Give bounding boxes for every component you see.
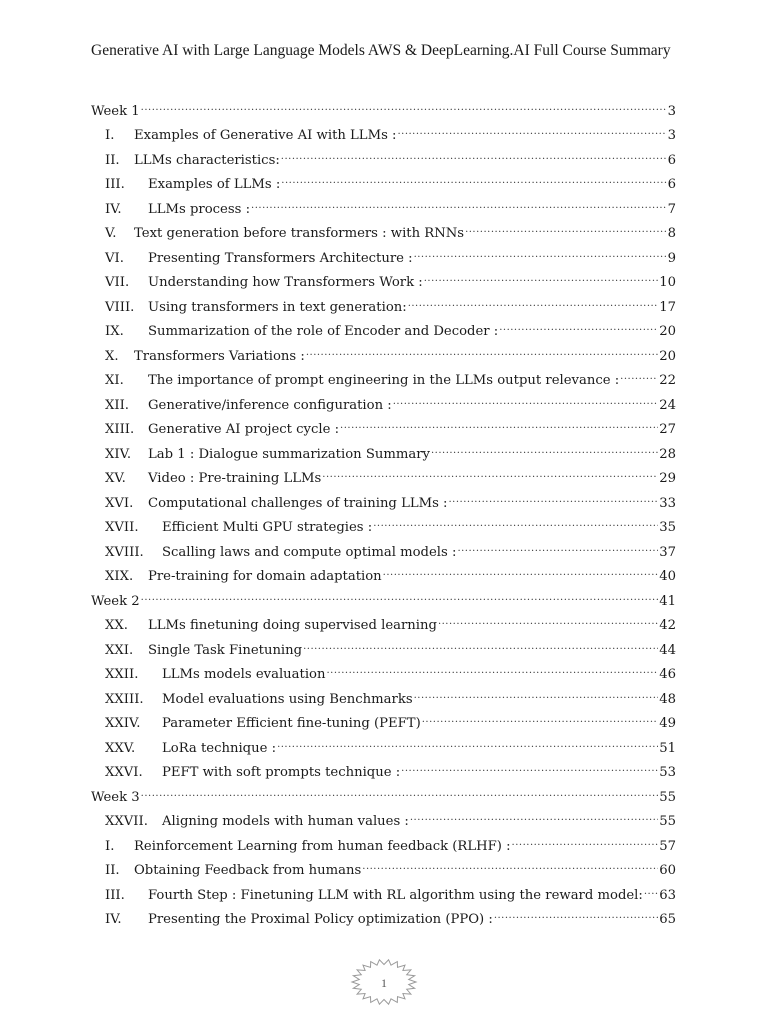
toc-entry[interactable]	[91, 115, 676, 143]
toc-dot-leader	[397, 115, 666, 140]
toc-entry-page: 57	[659, 838, 676, 854]
toc-dot-leader	[322, 458, 658, 483]
toc-entry-number: XV.	[105, 471, 126, 486]
toc-entry-page: 63	[659, 887, 676, 903]
toc-entry-page: 48	[659, 691, 676, 707]
toc-entry-page: 65	[659, 912, 676, 927]
toc-entry-title: Week 1	[91, 103, 140, 119]
toc-entry-title: Pre-training for domain adaptation	[148, 569, 382, 584]
toc-entry-page: 20	[659, 324, 676, 339]
toc-entry-page: 40	[659, 569, 676, 584]
toc-entry-page: 41	[659, 593, 676, 609]
toc-entry-number: II.	[105, 863, 120, 878]
toc-entry-number: XXII.	[105, 667, 139, 682]
toc-dot-leader	[303, 629, 658, 654]
toc-entry-number: I.	[105, 838, 115, 854]
table-of-contents	[91, 90, 676, 927]
toc-dot-leader	[141, 90, 667, 115]
toc-entry-number: XXV.	[105, 740, 136, 756]
toc-entry-title: Reinforcement Learning from human feedback (RLHF) :	[134, 838, 511, 854]
toc-entry-title: Fourth Step : Finetuning LLM with RL algorithm using the reward model:	[148, 887, 643, 903]
toc-dot-leader	[414, 678, 659, 703]
toc-entry-number: XVII.	[105, 520, 139, 535]
toc-entry-title: Generative AI project cycle :	[148, 422, 340, 437]
toc-entry-number: I.	[105, 128, 115, 143]
toc-entry[interactable]	[91, 776, 676, 805]
toc-entry-page: 6	[667, 177, 676, 192]
toc-entry-title: Week 3	[91, 789, 140, 805]
toc-entry-number: III.	[105, 177, 125, 192]
toc-entry-number: XIV.	[105, 446, 132, 462]
toc-dot-leader	[424, 262, 658, 287]
toc-dot-leader	[410, 801, 658, 826]
toc-entry-page: 35	[659, 520, 676, 535]
toc-dot-leader	[383, 556, 659, 581]
toc-entry-page: 6	[667, 152, 676, 168]
toc-entry-title: Understanding how Transformers Work :	[148, 275, 423, 290]
toc-entry-page: 44	[659, 642, 676, 658]
document-title: Generative AI with Large Language Models AWS & DeepLearning.AI Full Course Summary	[91, 42, 671, 59]
toc-entry-number: XI.	[105, 373, 124, 388]
toc-entry-title: LLMs process :	[148, 201, 251, 217]
toc-entry-title: LoRa technique :	[162, 740, 277, 756]
toc-dot-leader	[438, 605, 658, 630]
toc-entry[interactable]	[91, 580, 676, 609]
toc-entry-title: Examples of Generative AI with LLMs :	[134, 128, 397, 143]
toc-entry-number: IV.	[105, 912, 122, 927]
toc-entry-title: Using transformers in text generation:	[148, 299, 407, 315]
toc-entry-page: 42	[659, 618, 676, 633]
toc-dot-leader	[327, 654, 659, 679]
toc-entry-page: 55	[659, 789, 676, 805]
toc-entry-number: XIII.	[105, 422, 135, 437]
toc-entry-title: LLMs models evaluation	[162, 667, 326, 682]
toc-entry-number: XII.	[105, 397, 129, 413]
toc-entry-number: VII.	[105, 275, 130, 290]
toc-dot-leader	[422, 703, 658, 728]
toc-entry-page: 55	[659, 814, 676, 829]
toc-entry-page: 3	[667, 128, 676, 143]
toc-entry-number: XXI.	[105, 642, 134, 658]
toc-dot-leader	[281, 164, 666, 189]
toc-entry-page: 29	[659, 471, 676, 486]
toc-entry-page: 8	[667, 226, 676, 241]
toc-entry-title: Efficient Multi GPU strategies :	[162, 520, 373, 535]
toc-entry-number: IX.	[105, 324, 124, 339]
toc-entry-title: Week 2	[91, 593, 140, 609]
toc-entry-page: 9	[667, 250, 676, 266]
toc-dot-leader	[449, 482, 659, 507]
toc-entry-number: V.	[105, 226, 117, 241]
toc-entry[interactable]	[91, 605, 676, 633]
page-number: 1	[381, 976, 387, 990]
toc-entry-page: 22	[659, 373, 676, 388]
toc-entry-page: 53	[659, 765, 676, 780]
toc-dot-leader	[141, 776, 659, 801]
toc-dot-leader	[251, 188, 667, 213]
toc-entry-title: Aligning models with human values :	[162, 814, 409, 829]
toc-entry-page: 49	[659, 716, 676, 731]
toc-entry-title: Computational challenges of training LLMs :	[148, 495, 448, 511]
toc-dot-leader	[277, 727, 658, 752]
toc-dot-leader	[644, 874, 658, 899]
toc-entry-number: XX.	[105, 618, 128, 633]
toc-entry-title: Video : Pre-training LLMs	[148, 471, 322, 486]
toc-dot-leader	[499, 311, 658, 336]
toc-entry-page: 46	[659, 667, 676, 682]
toc-entry-page: 51	[659, 740, 676, 756]
toc-entry-number: XXIV.	[105, 716, 141, 731]
toc-entry-title: Generative/inference configuration :	[148, 397, 392, 413]
toc-entry-title: Model evaluations using Benchmarks	[162, 691, 413, 707]
toc-dot-leader	[408, 286, 659, 311]
toc-dot-leader	[373, 507, 658, 532]
toc-entry-title: Parameter Efficient fine-tuning (PEFT)	[162, 716, 421, 731]
toc-dot-leader	[512, 825, 659, 850]
toc-dot-leader	[340, 409, 658, 434]
toc-entry[interactable]	[91, 801, 676, 829]
toc-entry-title: PEFT with soft prompts technique :	[162, 765, 401, 780]
toc-dot-leader	[141, 580, 659, 605]
toc-entry-title: Single Task Finetuning	[148, 642, 303, 658]
toc-entry-title: Transformers Variations :	[134, 348, 305, 364]
toc-entry-page: 24	[659, 397, 676, 413]
toc-entry-number: XVIII.	[105, 544, 144, 560]
toc-entry-title: Examples of LLMs :	[148, 177, 281, 192]
toc-dot-leader	[494, 899, 658, 924]
toc-entry-page: 10	[659, 275, 676, 290]
toc-entry-page: 60	[659, 863, 676, 878]
toc-dot-leader	[401, 752, 658, 777]
toc-entry-number: XXVI.	[105, 765, 143, 780]
toc-entry-page: 27	[659, 422, 676, 437]
toc-dot-leader	[306, 335, 658, 360]
toc-dot-leader	[465, 213, 667, 238]
toc-entry-number: XIX.	[105, 569, 134, 584]
toc-entry-number: X.	[105, 348, 119, 364]
toc-entry-number: VI.	[105, 250, 124, 266]
toc-entry-page: 7	[667, 201, 676, 217]
toc-entry-number: VIII.	[105, 299, 135, 315]
toc-entry-title: Obtaining Feedback from humans	[134, 863, 362, 878]
toc-entry-title: Text generation before transformers : with RNNs	[134, 226, 465, 241]
toc-entry-page: 37	[659, 544, 676, 560]
toc-entry-title: Presenting the Proximal Policy optimization (PPO) :	[148, 912, 493, 927]
toc-entry-page: 3	[667, 103, 676, 119]
toc-entry-title: Scalling laws and compute optimal models :	[162, 544, 457, 560]
toc-entry-number: III.	[105, 887, 125, 903]
toc-entry-page: 17	[659, 299, 676, 315]
toc-entry-number: XVI.	[105, 495, 134, 511]
toc-dot-leader	[431, 433, 658, 458]
toc-entry-title: LLMs characteristics:	[134, 152, 280, 168]
toc-dot-leader	[620, 360, 658, 385]
toc-dot-leader	[414, 237, 667, 262]
toc-entry-title: Presenting Transformers Architecture :	[148, 250, 413, 266]
page-footer	[350, 958, 418, 1006]
toc-dot-leader	[393, 384, 659, 409]
toc-entry-number: II.	[105, 152, 120, 168]
toc-entry-number: XXIII.	[105, 691, 144, 707]
toc-entry-page: 33	[659, 495, 676, 511]
toc-entry-title: LLMs finetuning doing supervised learning	[148, 618, 437, 633]
toc-entry-number: XXVII.	[105, 814, 148, 829]
toc-entry[interactable]	[91, 90, 676, 119]
toc-entry-title: Summarization of the role of Encoder and Decoder :	[148, 324, 499, 339]
toc-entry-title: Lab 1 : Dialogue summarization Summary	[148, 446, 430, 462]
toc-entry-page: 20	[659, 348, 676, 364]
toc-dot-leader	[362, 850, 658, 875]
toc-entry-number: IV.	[105, 201, 122, 217]
toc-entry-page: 28	[659, 446, 676, 462]
toc-entry-title: The importance of prompt engineering in the LLMs output relevance :	[148, 373, 620, 388]
toc-dot-leader	[281, 139, 667, 164]
toc-dot-leader	[457, 531, 658, 556]
